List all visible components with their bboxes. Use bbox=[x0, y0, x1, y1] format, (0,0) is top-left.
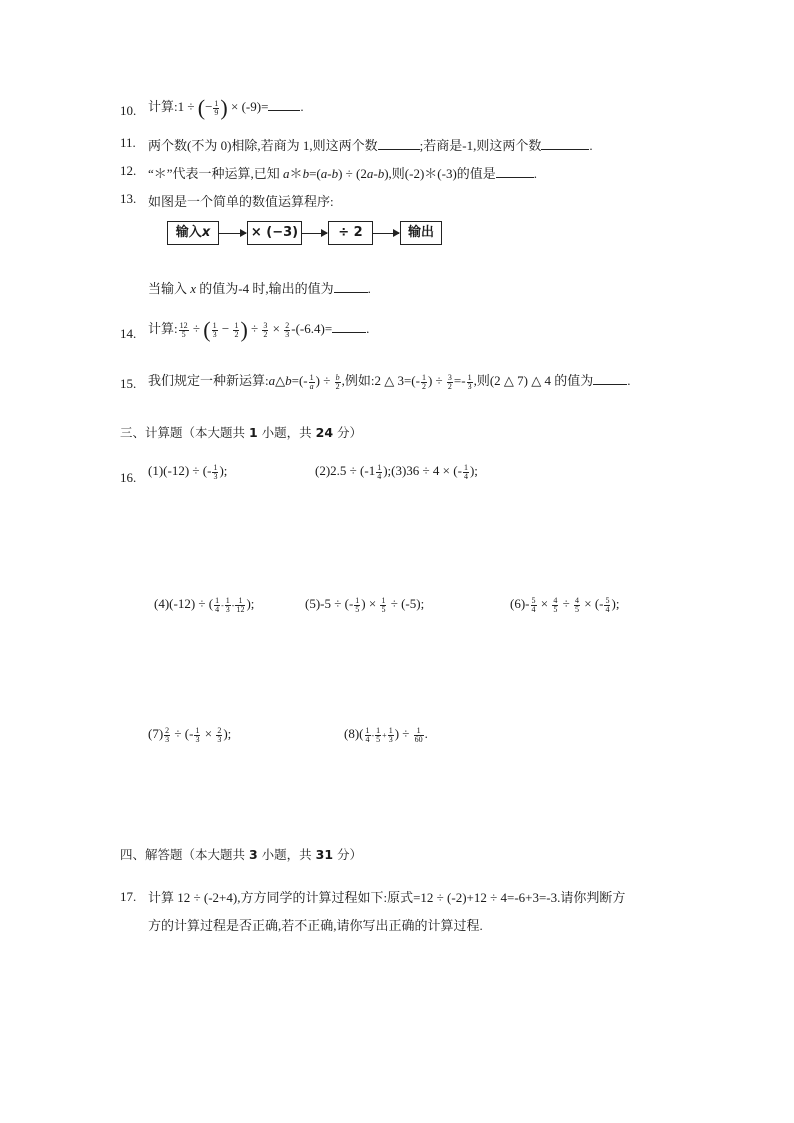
q16-part-5: (5)-5 ÷ (- $\frac{1}{5}$ ) × $\frac{1}{5}$ ÷ (-5); bbox=[305, 595, 425, 614]
answer-blank[interactable] bbox=[268, 98, 300, 111]
question-number-14: 14. bbox=[120, 326, 137, 341]
question-10: 计算:1 ÷ (− $\frac{1}{9}$ ) × (-9)= . bbox=[148, 95, 304, 121]
answer-blank[interactable] bbox=[378, 137, 420, 150]
question-13-text: 如图是一个简单的数值运算程序: bbox=[148, 194, 334, 209]
question-number-11: 11. bbox=[120, 135, 136, 150]
question-number-12: 12. bbox=[120, 163, 137, 178]
q16-part-6: (6)- $\frac{5}{4}$ × $\frac{4}{5}$ ÷ $\frac{4}{5}$ × (- $\frac{5}{4}$ ); bbox=[510, 595, 620, 614]
flow-box-output: 输出 bbox=[400, 221, 442, 245]
section-heading-4: 四、解答题（本大题共 3 小题，共 31 分） bbox=[120, 847, 363, 862]
answer-blank[interactable] bbox=[332, 320, 366, 333]
answer-blank[interactable] bbox=[496, 165, 534, 178]
answer-blank[interactable] bbox=[334, 280, 368, 293]
section-heading-3: 三、计算题（本大题共 1 小题，共 24 分） bbox=[120, 425, 363, 440]
q16-part-7: (7) $\frac{2}{3}$ ÷ (- $\frac{1}{3}$ × $\frac{2}{3}$ ); bbox=[148, 725, 232, 744]
question-17-line1: 计算 12 ÷ (-2+4),方方同学的计算过程如下:原式=12 ÷ (-2)+12 ÷ 4=-6+3=-3.请你判断方 bbox=[148, 890, 626, 905]
flow-box-input: 输入x bbox=[167, 221, 219, 245]
flow-arrow bbox=[302, 233, 327, 234]
question-number-13: 13. bbox=[120, 191, 137, 206]
fraction: $\frac{1}{9}$ bbox=[214, 98, 219, 117]
flow-arrow bbox=[373, 233, 399, 234]
question-14: 计算: $\frac{12}{5}$ ÷ ( $\frac{1}{3}$ − $\frac{1}{2}$ ) ÷ $\frac{3}{2}$ × $\frac{2}{3}$ -(-6.4)= . bbox=[148, 317, 370, 343]
q16-part-1: (1)(-12) ÷ (- $\frac{1}{3}$ ); bbox=[148, 462, 228, 481]
q16-part-4: (4)(-12) ÷ ( $\frac{1}{4}$ - $\frac{1}{3}$ - $\frac{1}{12}$ ); bbox=[154, 595, 255, 614]
question-15: 我们规定一种新运算:a△b=(- $\frac{1}{a}$ ) ÷ $\frac{b}{2}$ ,例如:2 △ 3=(- $\frac{1}{2}$ ) ÷ $\frac{3}{2}$ =- $\frac{1}{3}$ ,则(2 △ 7) △ 4 的值为 . bbox=[148, 372, 631, 391]
q16-part-2-3: (2)2.5 ÷ (-1 $\frac{1}{4}$ );(3)36 ÷ 4 × (- $\frac{1}{4}$ ); bbox=[315, 462, 478, 481]
flow-box-multiply: × (−3) bbox=[247, 221, 302, 245]
question-13-line2: 当输入 x 的值为-4 时,输出的值为 . bbox=[148, 281, 371, 296]
flow-box-divide: ÷ 2 bbox=[328, 221, 373, 245]
question-number-17: 17. bbox=[120, 889, 137, 904]
answer-blank[interactable] bbox=[593, 372, 627, 385]
question-number-15: 15. bbox=[120, 376, 137, 391]
question-11: 两个数(不为 0)相除,若商为 1,则这两个数 ;若商是-1,则这两个数 . bbox=[148, 138, 593, 153]
question-12: “＊”代表一种运算,已知 a＊b=(a-b) ÷ (2a-b),则(-2)＊(-3)的值是 . bbox=[148, 166, 538, 181]
q16-part-8: (8)( $\frac{1}{4}$ - $\frac{1}{5}$ + $\frac{1}{3}$ ) ÷ $\frac{1}{60}$ . bbox=[344, 725, 428, 744]
flow-arrow bbox=[219, 233, 246, 234]
question-17-line2: 方的计算过程是否正确,若不正确,请你写出正确的计算过程. bbox=[148, 918, 483, 933]
answer-blank[interactable] bbox=[541, 137, 589, 150]
question-number-16: 16. bbox=[120, 470, 137, 485]
question-number-10: 10. bbox=[120, 103, 137, 118]
